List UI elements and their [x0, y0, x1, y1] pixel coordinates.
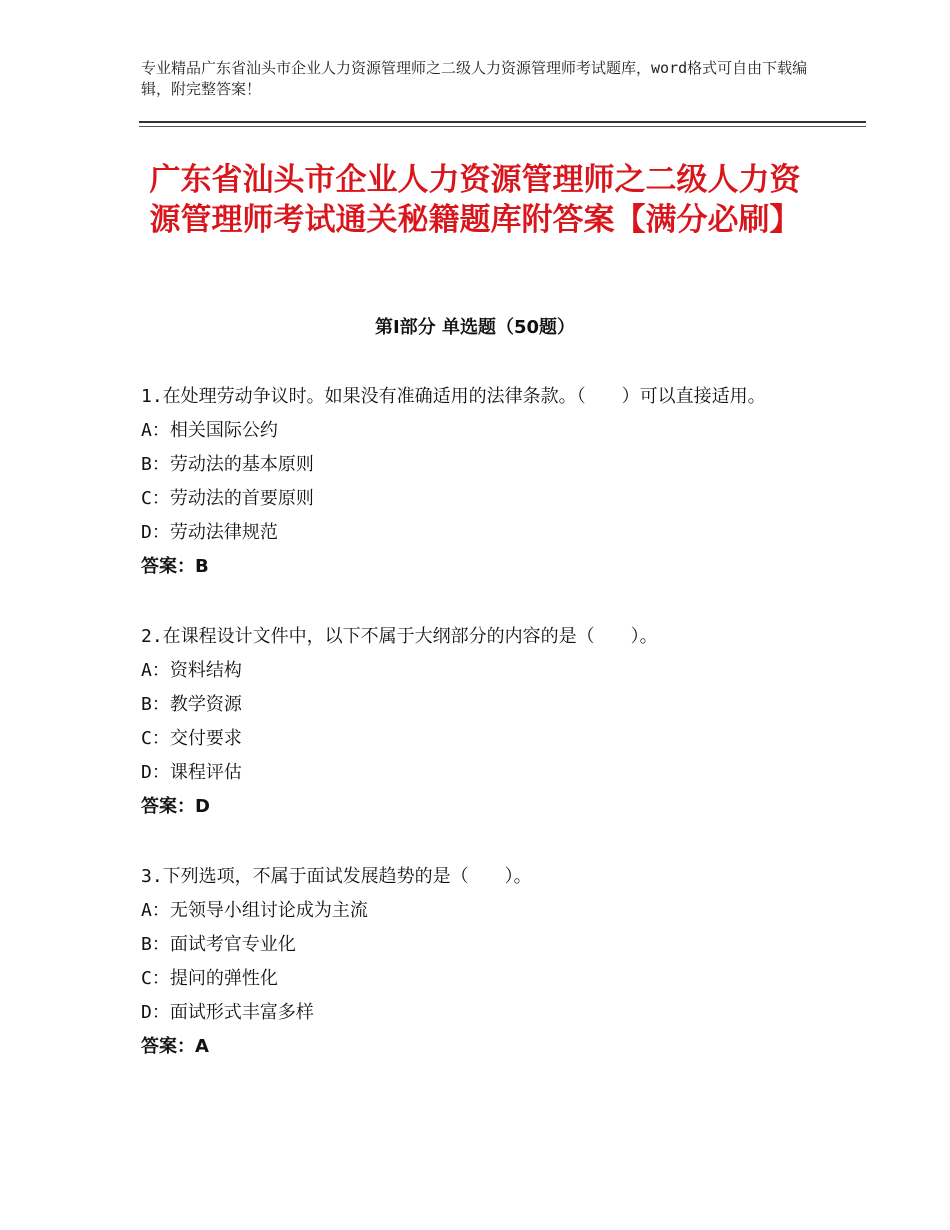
option-a: A：无领导小组讨论成为主流	[141, 900, 368, 921]
answer-label: 答案：A	[141, 1036, 209, 1057]
option-a: A：相关国际公约	[141, 420, 278, 441]
option-b: B：劳动法的基本原则	[141, 454, 314, 475]
header-note: 专业精品广东省汕头市企业人力资源管理师之二级人力资源管理师考试题库，word格式可自由下载编辑，附完整答案！	[141, 59, 808, 98]
option-b: B：教学资源	[141, 694, 242, 715]
question-1	[141, 380, 811, 584]
document-title: 广东省汕头市企业人力资源管理师之二级人力资源管理师考试通关秘籍题库附答案【满分必刷】	[149, 162, 801, 238]
option-c: C：劳动法的首要原则	[141, 488, 314, 509]
option-c: C：交付要求	[141, 728, 242, 749]
header-divider-thick	[139, 121, 866, 123]
option-d: D：面试形式丰富多样	[141, 1002, 314, 1023]
option-a: A：资料结构	[141, 660, 242, 681]
question-list	[141, 380, 811, 1100]
option-b: B：面试考官专业化	[141, 934, 296, 955]
answer-label: 答案：D	[141, 796, 210, 817]
answer-label: 答案：B	[141, 556, 209, 577]
question-stem: 3.下列选项，不属于面试发展趋势的是（ ）。	[141, 866, 532, 887]
section-title: 第Ⅰ部分 单选题（50题）	[374, 317, 575, 338]
option-c: C：提问的弹性化	[141, 968, 278, 989]
question-2	[141, 620, 811, 824]
question-stem: 1.在处理劳动争议时。如果没有准确适用的法律条款。（ ）可以直接适用。	[141, 386, 766, 407]
option-d: D：劳动法律规范	[141, 522, 278, 543]
question-3	[141, 860, 811, 1064]
question-stem: 2.在课程设计文件中，以下不属于大纲部分的内容的是（ ）。	[141, 626, 658, 647]
header-divider-thin	[139, 126, 866, 127]
option-d: D：课程评估	[141, 762, 242, 783]
